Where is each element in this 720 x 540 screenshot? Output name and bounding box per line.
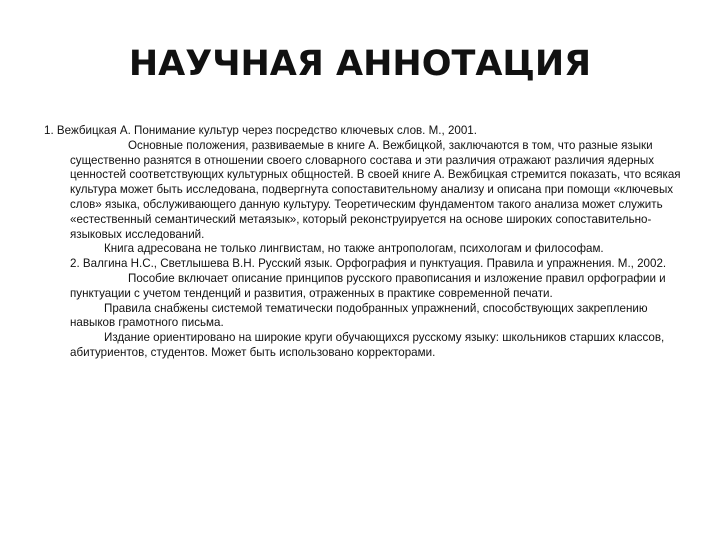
annotation-body [44,124,684,361]
annotation-paragraph-5: Издание ориентировано на широкие круги обучающихся русскому языку: школьников старших классов, абитуриентов, студентов. Может быть использовано корректорами. [70,331,665,359]
reference-2: 2. Валгина Н.С., Светлышева В.Н. Русский язык. Орфография и пунктуация. Правила и упражнения. М., 2002. [70,257,667,271]
annotation-paragraph-4: Правила снабжены системой тематически подобранных упражнений, способствующих закреплению навыков грамотного письма. [70,301,648,330]
annotation-paragraph-1: Основные положения, развиваемые в книге А. Вежбицкой, заключаются в том, что разные языки существенно разнятся в отношении своего словарного состава и эти различия отражают различия ядерных ценностей соответствующих культурных общностей. В своей книге А. Вежбицкая стремится показать, что всякая культура может быть исследована, подвергнута сопоставительному анализу и описана при помощи «ключевых слов» языка, обслуживающего данную культуру. Теоретическим фундаментом такого анализа может служить «естественный семантический метаязык», который реконструируется на основе широких сопоставительно-языковых исследований. [70,138,681,241]
reference-1: 1. Вежбицкая А. Понимание культур через посредство ключевых слов. М., 2001. [44,124,477,137]
annotation-paragraph-3: Пособие включает описание принципов русского правописания и изложение правил орфографии и пунктуации с учетом тенденций и развития, отраженных в практике современной печати. [70,271,666,300]
annotation-paragraph-2: Книга адресована не только лингвистам, но также антропологам, психологам и философам. [104,242,604,256]
slide-title: НАУЧНАЯ АННОТАЦИЯ [128,44,592,84]
